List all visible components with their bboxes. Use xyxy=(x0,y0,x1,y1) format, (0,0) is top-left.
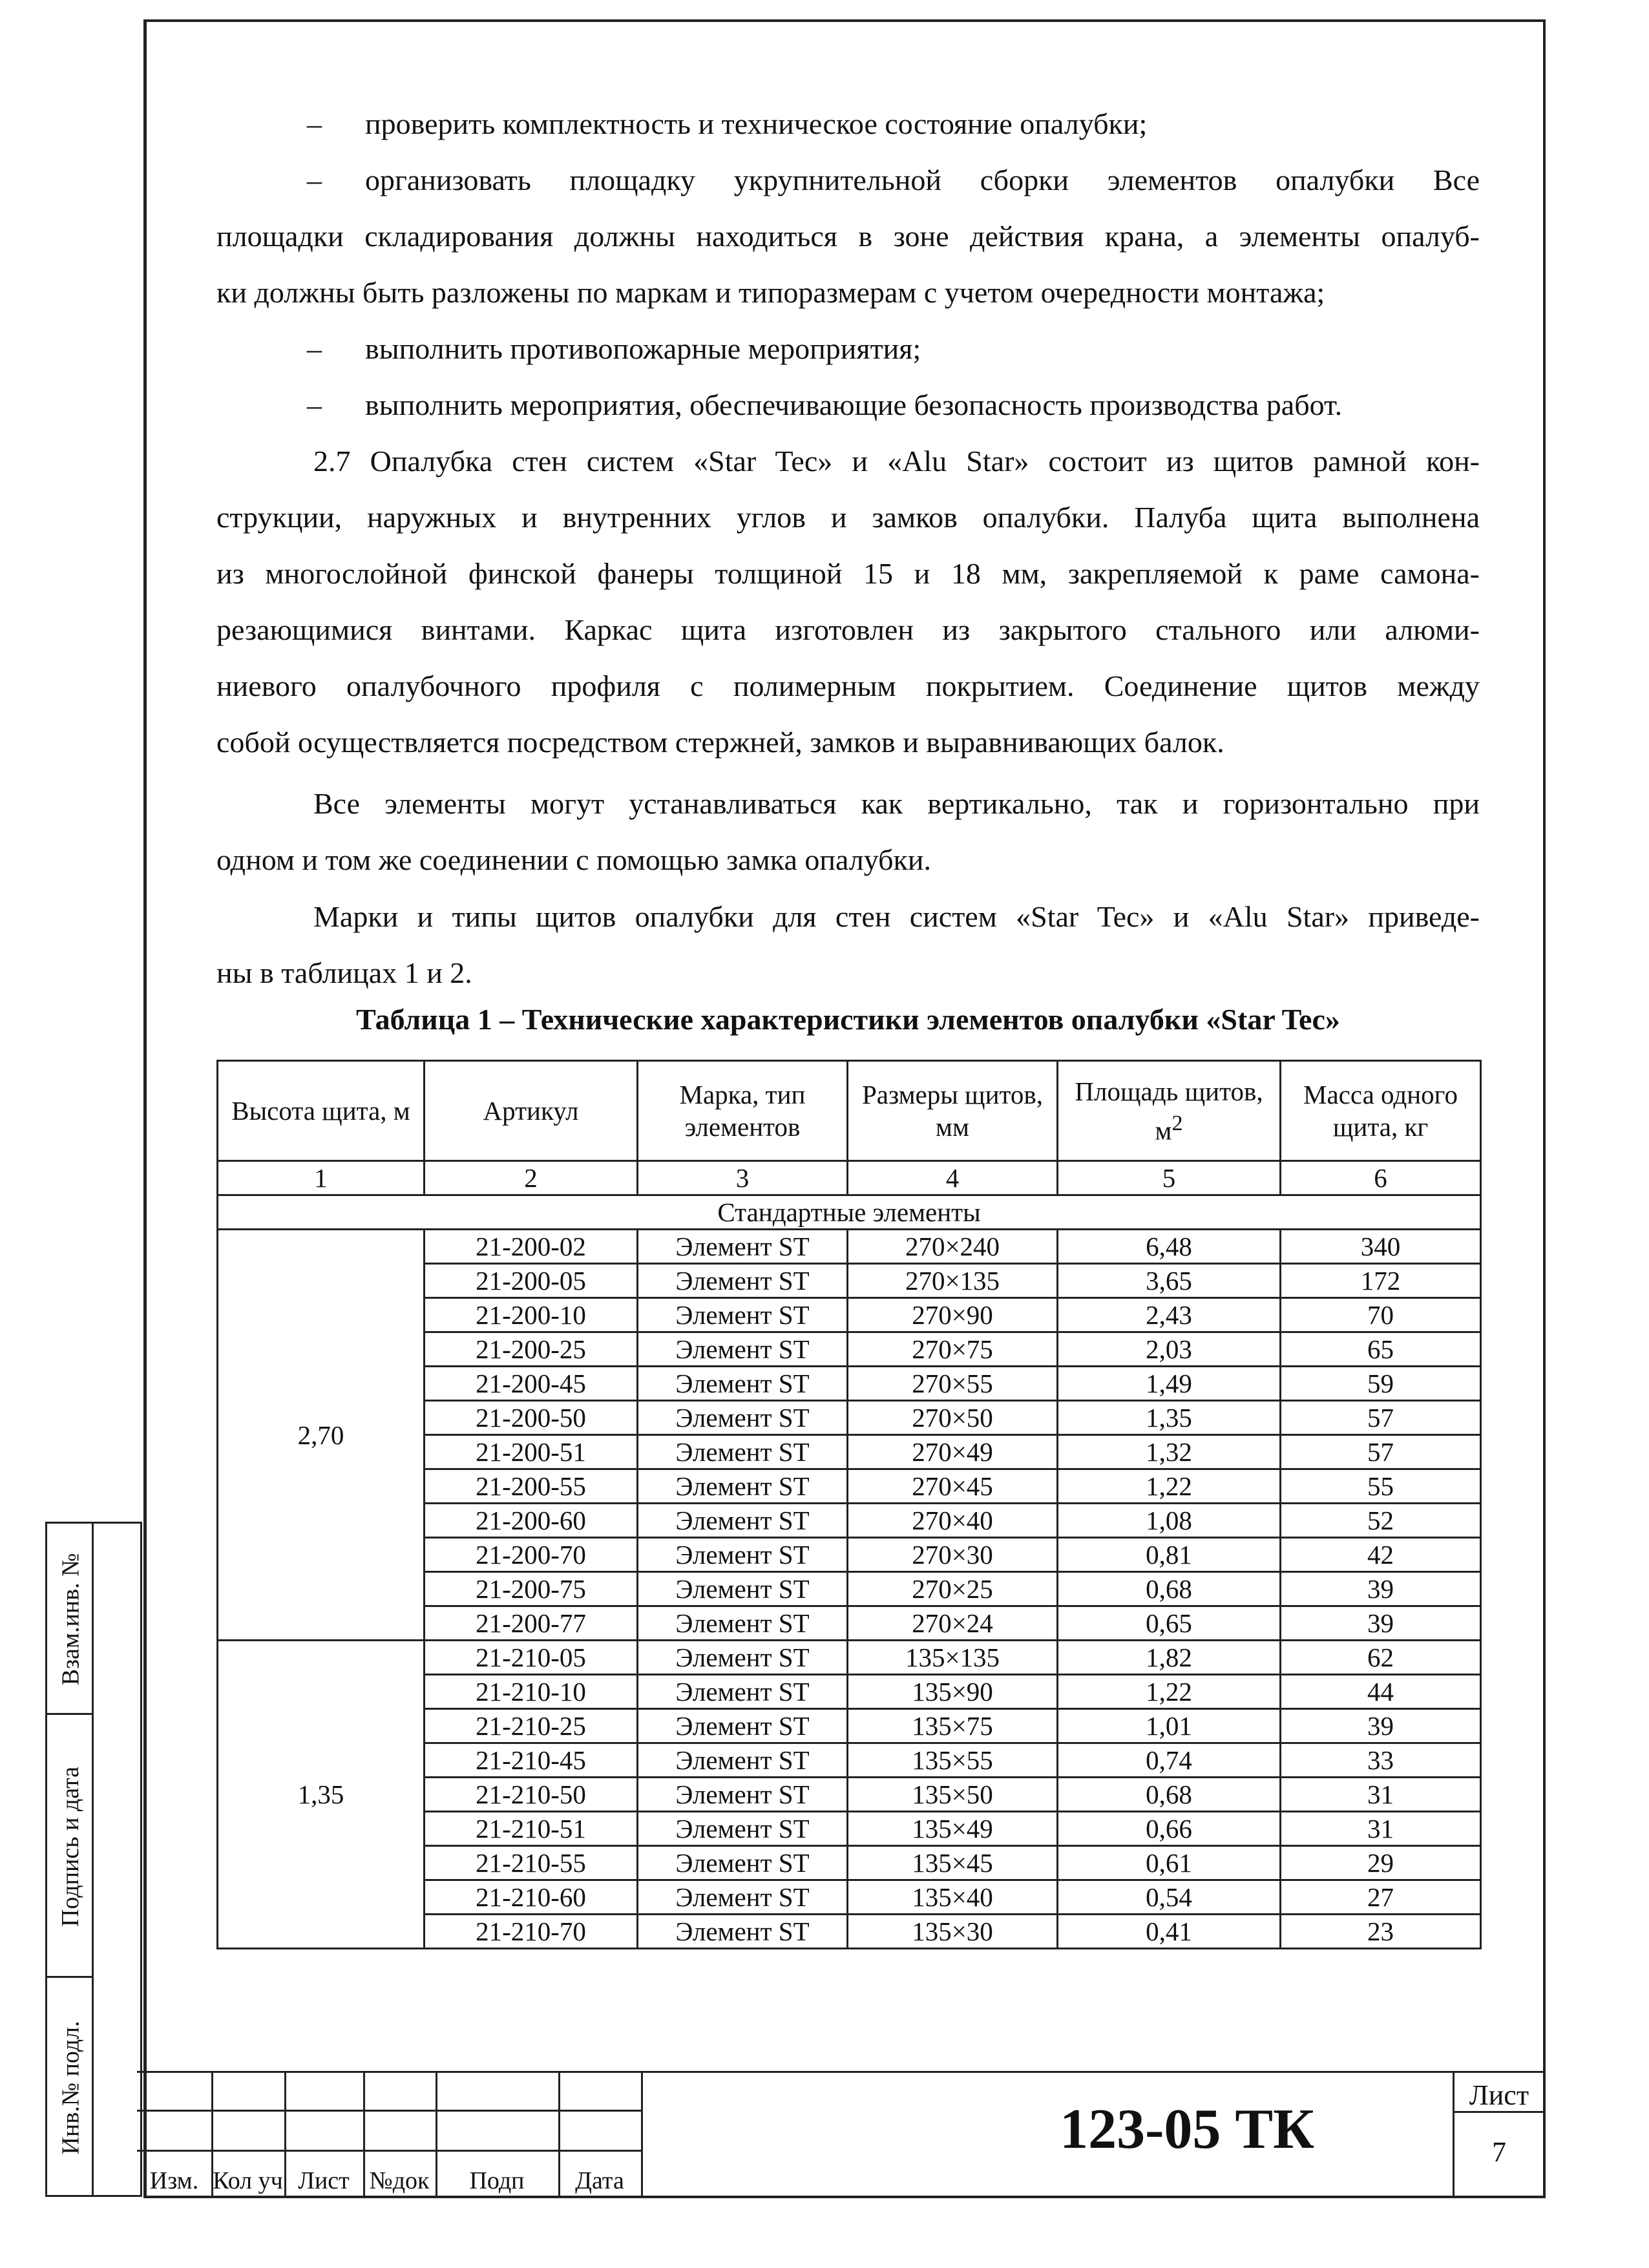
table-cell: 21-200-55 xyxy=(425,1469,638,1504)
table-cell: 21-200-25 xyxy=(425,1332,638,1367)
table-cell: 135×40 xyxy=(848,1880,1058,1915)
table-cell: 0,66 xyxy=(1058,1812,1281,1846)
table-cell: 23 xyxy=(1281,1915,1481,1949)
table-cell: Элемент ST xyxy=(638,1675,848,1709)
stamp-label-docno: №док xyxy=(369,2167,430,2194)
paragraph-line: одном и том же соединении с помощью замка опалубки. xyxy=(216,843,932,876)
paragraph-line: ниевого опалубочного профиля с полимерным покрытием. Соединение щитов между xyxy=(216,669,1480,702)
table-cell: 270×50 xyxy=(848,1401,1058,1435)
table-cell: 1,32 xyxy=(1058,1435,1281,1469)
table-cell: 0,41 xyxy=(1058,1915,1281,1949)
sheet-label: Лист xyxy=(1469,2079,1529,2111)
table-cell: 70 xyxy=(1281,1298,1481,1332)
table-cell: Элемент ST xyxy=(638,1264,848,1298)
side-strip xyxy=(45,1522,142,2197)
table-cell: 270×24 xyxy=(848,1606,1058,1641)
header-size: Размеры щитов, мм xyxy=(848,1061,1058,1161)
sheet-number: 7 xyxy=(1492,2136,1506,2168)
table-cell: 135×90 xyxy=(848,1675,1058,1709)
table-cell: Элемент ST xyxy=(638,1709,848,1743)
table-row xyxy=(218,1230,1481,1264)
table-cell: 135×55 xyxy=(848,1743,1058,1778)
specs-table xyxy=(216,1060,1482,1949)
paragraph-elements xyxy=(216,775,1480,892)
table-cell: Элемент ST xyxy=(638,1469,848,1504)
table-cell: 270×55 xyxy=(848,1367,1058,1401)
table-cell: 59 xyxy=(1281,1367,1481,1401)
table-cell: 1,49 xyxy=(1058,1367,1281,1401)
table-cell: Элемент ST xyxy=(638,1778,848,1812)
table-cell: Элемент ST xyxy=(638,1915,848,1949)
table-cell: 135×75 xyxy=(848,1709,1058,1743)
table-cell: 21-210-45 xyxy=(425,1743,638,1778)
table-cell: 0,68 xyxy=(1058,1778,1281,1812)
table-cell: 44 xyxy=(1281,1675,1481,1709)
table-cell: 55 xyxy=(1281,1469,1481,1504)
table-cell: Элемент ST xyxy=(638,1880,848,1915)
table-cell: 270×90 xyxy=(848,1298,1058,1332)
group-height-cell: 1,35 xyxy=(218,1641,425,1949)
table-cell: 21-210-60 xyxy=(425,1880,638,1915)
table-cell: 21-210-25 xyxy=(425,1709,638,1743)
bullet-text: организовать площадку укрупнительной сборки элементов опалубки Все xyxy=(365,163,1480,196)
table-cell: 270×45 xyxy=(848,1469,1058,1504)
table-cell: 21-210-10 xyxy=(425,1675,638,1709)
vzam-label: Взам.инв. № xyxy=(57,1553,85,1686)
table-cell: 0,61 xyxy=(1058,1846,1281,1880)
column-number: 5 xyxy=(1058,1161,1281,1195)
table-cell: 2,03 xyxy=(1058,1332,1281,1367)
table-cell: 172 xyxy=(1281,1264,1481,1298)
table-cell: 21-200-05 xyxy=(425,1264,638,1298)
table-cell: Элемент ST xyxy=(638,1435,848,1469)
document-code: 123-05 ТК xyxy=(1060,2098,1314,2161)
table-cell: 270×135 xyxy=(848,1264,1058,1298)
section-title: Стандартные элементы xyxy=(218,1195,1481,1230)
table-cell: 57 xyxy=(1281,1401,1481,1435)
stamp-label-signature: Подп xyxy=(469,2167,525,2194)
paragraph-marks xyxy=(216,888,1480,1005)
table-cell: 31 xyxy=(1281,1812,1481,1846)
table-cell: 21-210-55 xyxy=(425,1846,638,1880)
table-cell: 21-200-02 xyxy=(425,1230,638,1264)
dash-mark: – xyxy=(307,163,322,196)
table-header-row xyxy=(218,1061,1481,1161)
table-cell: 21-210-70 xyxy=(425,1915,638,1949)
table-cell: 6,48 xyxy=(1058,1230,1281,1264)
table-cell: 31 xyxy=(1281,1778,1481,1812)
table-cell: Элемент ST xyxy=(638,1606,848,1641)
table-cell: 1,22 xyxy=(1058,1469,1281,1504)
table-cell: 62 xyxy=(1281,1641,1481,1675)
table-cell: 21-200-10 xyxy=(425,1298,638,1332)
table-cell: 57 xyxy=(1281,1435,1481,1469)
paragraph-line: собой осуществляется посредством стержней, замков и выравнивающих балок. xyxy=(216,726,1224,759)
stamp-label-change: Изм. xyxy=(149,2167,199,2194)
table-cell: 21-200-77 xyxy=(425,1606,638,1641)
table-cell: 21-200-75 xyxy=(425,1572,638,1606)
table-cell: 340 xyxy=(1281,1230,1481,1264)
dash-mark: – xyxy=(307,107,322,140)
bullet-text: проверить комплектность и техническое состояние опалубки; xyxy=(365,107,1148,140)
table-cell: 1,22 xyxy=(1058,1675,1281,1709)
stamp-label-sheet: Лист xyxy=(298,2167,350,2194)
table-cell: Элемент ST xyxy=(638,1572,848,1606)
paragraph-line: Марки и типы щитов опалубки для стен систем «Star Tec» и «Alu Star» приведе- xyxy=(313,900,1480,933)
table-cell: 21-210-05 xyxy=(425,1641,638,1675)
table-cell: 65 xyxy=(1281,1332,1481,1367)
table-cell: 39 xyxy=(1281,1606,1481,1641)
table-cell: 39 xyxy=(1281,1709,1481,1743)
table-cell: 21-200-70 xyxy=(425,1538,638,1572)
table-cell: 52 xyxy=(1281,1504,1481,1538)
table-cell: 270×75 xyxy=(848,1332,1058,1367)
paragraph-line: ны в таблицах 1 и 2. xyxy=(216,956,472,989)
table-cell: 1,82 xyxy=(1058,1641,1281,1675)
table-cell: 0,81 xyxy=(1058,1538,1281,1572)
table-cell: Элемент ST xyxy=(638,1298,848,1332)
table-cell: Элемент ST xyxy=(638,1332,848,1367)
column-number: 2 xyxy=(425,1161,638,1195)
bullet-text: выполнить мероприятия, обеспечивающие безопасность производства работ. xyxy=(365,388,1343,421)
paragraph-line: резающимися винтами. Каркас щита изготовлен из закрытого стального или алюми- xyxy=(216,613,1480,646)
table-title: Таблица 1 – Технические характеристики элементов опалубки «Star Tec» xyxy=(356,1003,1340,1036)
header-article: Артикул xyxy=(425,1061,638,1161)
table-cell: 135×135 xyxy=(848,1641,1058,1675)
table-cell: Элемент ST xyxy=(638,1846,848,1880)
bullet-text: выполнить противопожарные мероприятия; xyxy=(365,332,921,365)
stamp-label-count: Кол уч xyxy=(213,2167,283,2194)
header-area xyxy=(1058,1061,1281,1161)
table-cell: 2,43 xyxy=(1058,1298,1281,1332)
bullet-list xyxy=(216,96,1480,483)
table-cell: 1,01 xyxy=(1058,1709,1281,1743)
table-cell: 1,35 xyxy=(1058,1401,1281,1435)
table-cell: 135×30 xyxy=(848,1915,1058,1949)
table-cell: 21-200-60 xyxy=(425,1504,638,1538)
column-number: 1 xyxy=(218,1161,425,1195)
table-cell: 42 xyxy=(1281,1538,1481,1572)
table-cell: 21-210-51 xyxy=(425,1812,638,1846)
paragraph-line: Все элементы могут устанавливаться как вертикально, так и горизонтально при xyxy=(313,787,1480,820)
title-block xyxy=(137,2071,1546,2198)
column-number: 3 xyxy=(638,1161,848,1195)
table-cell: 0,54 xyxy=(1058,1880,1281,1915)
table-cell: Элемент ST xyxy=(638,1538,848,1572)
table-cell: 3,65 xyxy=(1058,1264,1281,1298)
stamp-label-date: Дата xyxy=(575,2167,624,2194)
dash-mark: – xyxy=(307,388,322,421)
header-mass: Масса одного щита, кг xyxy=(1281,1061,1481,1161)
table-cell: Элемент ST xyxy=(638,1743,848,1778)
table-cell: 39 xyxy=(1281,1572,1481,1606)
paragraph-line: из многослойной финской фанеры толщиной 15 и 18 мм, закрепляемой к раме самона- xyxy=(216,557,1480,590)
table-body xyxy=(218,1230,1481,1949)
table-cell: 270×240 xyxy=(848,1230,1058,1264)
table-cell: 135×49 xyxy=(848,1812,1058,1846)
section-row xyxy=(218,1195,1481,1230)
table-cell: 33 xyxy=(1281,1743,1481,1778)
table-cell: 27 xyxy=(1281,1880,1481,1915)
table-cell: 0,65 xyxy=(1058,1606,1281,1641)
inventory-label: Инв.№ подл. xyxy=(57,2021,85,2155)
table-cell: 21-200-51 xyxy=(425,1435,638,1469)
table-cell: Элемент ST xyxy=(638,1401,848,1435)
header-mark: Марка, тип элементов xyxy=(638,1061,848,1161)
table-cell: 21-200-50 xyxy=(425,1401,638,1435)
table-cell: 135×45 xyxy=(848,1846,1058,1880)
bullet-text-continuation: ки должны быть разложены по маркам и типоразмерам с учетом очередности монтажа; xyxy=(216,276,1325,309)
table-cell: 270×49 xyxy=(848,1435,1058,1469)
table-cell: Элемент ST xyxy=(638,1812,848,1846)
table-cell: 21-210-50 xyxy=(425,1778,638,1812)
table-cell: 29 xyxy=(1281,1846,1481,1880)
table-cell: 21-200-45 xyxy=(425,1367,638,1401)
dash-mark: – xyxy=(307,332,322,365)
header-area-text: Площадь щитов, м xyxy=(1075,1076,1263,1146)
paragraph-2-7 xyxy=(216,433,1480,782)
table-cell: 270×25 xyxy=(848,1572,1058,1606)
table-cell: 270×30 xyxy=(848,1538,1058,1572)
header-area-sup: 2 xyxy=(1171,1111,1183,1135)
paragraph-line: 2.7 Опалубка стен систем «Star Tec» и «Alu Star» состоит из щитов рамной кон- xyxy=(313,445,1480,478)
column-number: 6 xyxy=(1281,1161,1481,1195)
group-height-cell: 2,70 xyxy=(218,1230,425,1641)
table-cell: 0,68 xyxy=(1058,1572,1281,1606)
table-cell: Элемент ST xyxy=(638,1504,848,1538)
table-cell: 1,08 xyxy=(1058,1504,1281,1538)
paragraph-line: струкции, наружных и внутренних углов и замков опалубки. Палуба щита выполнена xyxy=(216,501,1480,534)
table-cell: 270×40 xyxy=(848,1504,1058,1538)
bullet-text-continuation: площадки складирования должны находиться в зоне действия крана, а элементы опалуб- xyxy=(216,220,1480,253)
column-numbers-row xyxy=(218,1161,1481,1195)
table-cell: Элемент ST xyxy=(638,1230,848,1264)
signature-date-label: Подпись и дата xyxy=(57,1766,85,1927)
header-height: Высота щита, м xyxy=(218,1061,425,1161)
table-cell: Элемент ST xyxy=(638,1641,848,1675)
table-cell: 135×50 xyxy=(848,1778,1058,1812)
table-row xyxy=(218,1641,1481,1675)
table-cell: Элемент ST xyxy=(638,1367,848,1401)
table-cell: 0,74 xyxy=(1058,1743,1281,1778)
column-number: 4 xyxy=(848,1161,1058,1195)
